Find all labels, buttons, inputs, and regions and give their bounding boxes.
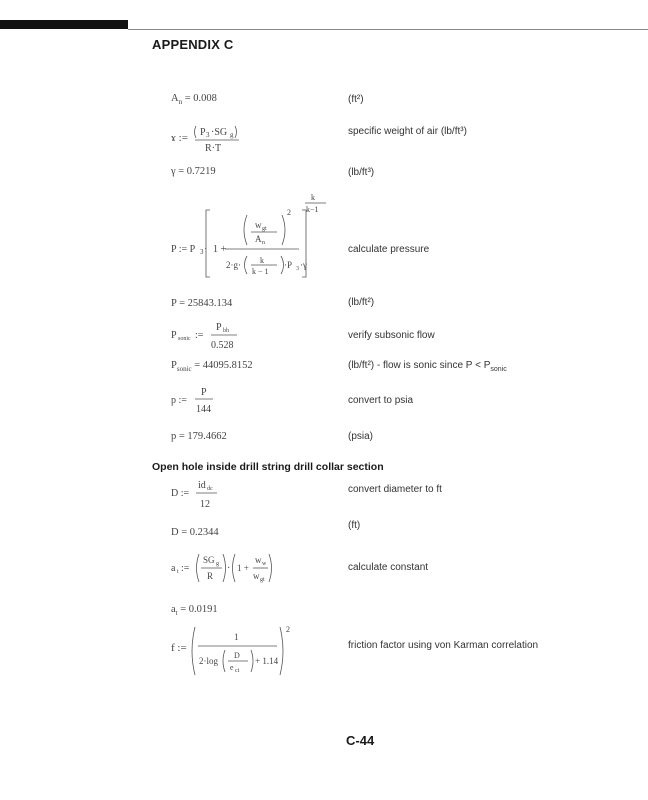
svg-text:k−1: k−1	[306, 205, 319, 214]
equation-specific-weight	[171, 118, 331, 158]
desc-sonic-text: (lb/ft²) - flow is sonic since P < P	[348, 360, 491, 371]
svg-text::=: :=	[195, 330, 204, 341]
desc-gamma-value: (lb/ft³)	[348, 167, 375, 178]
equation-psia-value: p = 179.4662	[171, 431, 227, 442]
svg-text:3: 3	[206, 131, 210, 139]
svg-text:gt: gt	[262, 226, 267, 232]
desc-psia-value: (psia)	[348, 431, 374, 442]
svg-text:·SG: ·SG	[211, 127, 228, 138]
svg-text:ɤ :=: ɤ :=	[171, 132, 188, 144]
svg-text:P: P	[216, 322, 222, 333]
desc-friction-factor: friction factor using von Karman correlation	[348, 640, 539, 651]
svg-text:P: P	[201, 387, 207, 398]
equation-pressure-value: P = 25843.134	[171, 298, 233, 309]
svg-text:g: g	[230, 131, 234, 139]
svg-text:SG: SG	[203, 555, 215, 565]
svg-text:A: A	[255, 234, 262, 244]
section-heading: Open hole inside drill string drill collar section	[152, 461, 384, 473]
svg-text:3: 3	[296, 266, 299, 272]
svg-text:12: 12	[200, 499, 210, 510]
svg-text:ct: ct	[235, 668, 240, 674]
equation-friction-factor	[171, 622, 301, 680]
desc-diameter-value: (ft)	[348, 520, 361, 531]
svg-text:k: k	[311, 193, 315, 202]
page-title: APPENDIX C	[152, 37, 234, 52]
svg-text:w: w	[253, 571, 260, 581]
desc-diameter: convert diameter to ft	[348, 484, 442, 495]
svg-text:a: a	[171, 563, 176, 574]
svg-text:dc: dc	[207, 486, 213, 492]
svg-text:+ 1.14: + 1.14	[255, 656, 279, 666]
svg-text:2·g·: 2·g·	[226, 260, 241, 270]
svg-text:f :=: f :=	[171, 642, 187, 654]
desc-specific-weight: specific weight of air (lb/ft³)	[348, 126, 467, 137]
svg-text:sonic: sonic	[178, 336, 191, 342]
svg-text:t: t	[177, 569, 179, 575]
svg-text:k: k	[260, 256, 264, 265]
desc-sonic-value	[348, 360, 507, 373]
svg-text:gt: gt	[260, 577, 265, 583]
svg-text:R: R	[207, 571, 214, 581]
svg-text:bh: bh	[223, 328, 229, 334]
svg-text:2: 2	[287, 208, 291, 217]
equation-diameter-value: D = 0.2344	[171, 527, 219, 538]
svg-text::=: :=	[181, 563, 190, 574]
svg-text:2·log: 2·log	[199, 656, 218, 666]
equation-nozzle-area: $A_n = 0.008$	[171, 93, 217, 107]
desc-constant: calculate constant	[348, 562, 429, 573]
svg-text:·P: ·P	[284, 260, 293, 270]
svg-text:id: id	[198, 480, 206, 491]
equation-gamma-value: γ = 0.7219	[171, 166, 216, 177]
svg-text:D: D	[234, 651, 240, 660]
svg-text:P: P	[171, 330, 177, 341]
equation-constant	[171, 548, 291, 592]
svg-text:D :=: D :=	[171, 488, 190, 499]
header-bar	[0, 20, 128, 29]
svg-text:144: 144	[196, 404, 211, 415]
svg-text:w: w	[255, 220, 262, 230]
svg-text:p :=: p :=	[171, 395, 187, 406]
svg-text:2: 2	[286, 625, 290, 634]
desc-pressure: calculate pressure	[348, 244, 430, 255]
svg-text:0.528: 0.528	[211, 340, 234, 351]
desc-convert-psia: convert to psia	[348, 395, 414, 406]
desc-pressure-value: (lb/ft²)	[348, 297, 375, 308]
svg-text:·γ: ·γ	[300, 260, 307, 270]
svg-text:n: n	[262, 240, 265, 246]
svg-text:g: g	[216, 561, 219, 567]
desc-sonic-pressure: verify subsonic flow	[348, 330, 435, 341]
svg-text:w: w	[262, 561, 267, 567]
svg-text:3: 3	[200, 248, 204, 256]
desc-sonic-subscript: sonic	[490, 366, 507, 373]
header-rule	[128, 29, 648, 30]
equation-pressure	[171, 190, 331, 290]
equation-constant-value: $a_t = 0.0191$	[171, 604, 218, 618]
svg-text:e: e	[230, 663, 234, 672]
svg-text:1: 1	[234, 632, 239, 642]
svg-text:·: ·	[204, 244, 208, 255]
svg-text:k − 1: k − 1	[252, 267, 269, 276]
svg-text:1 +: 1 +	[213, 244, 227, 255]
svg-text:w: w	[255, 555, 262, 565]
page-number: C-44	[346, 733, 375, 748]
equation-diameter	[171, 478, 271, 514]
svg-text:P := P: P := P	[171, 244, 196, 255]
desc-nozzle-area: (ft²)	[348, 94, 364, 105]
equation-convert-psia	[171, 385, 271, 419]
svg-text:·: ·	[227, 563, 231, 574]
svg-text:R·T: R·T	[205, 143, 222, 154]
equation-sonic-value: $P_{sonic} = 44095.8152$	[171, 360, 253, 374]
equation-sonic-pressure	[171, 318, 331, 354]
svg-text:1 +: 1 +	[237, 563, 249, 573]
svg-text:P: P	[200, 127, 206, 138]
